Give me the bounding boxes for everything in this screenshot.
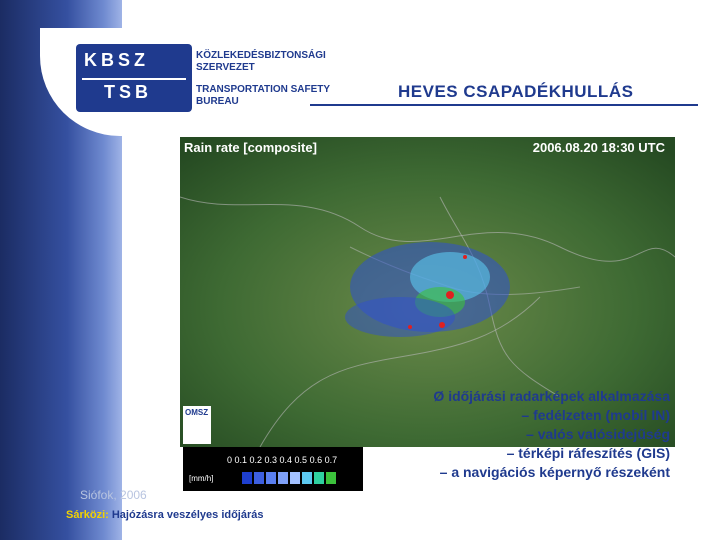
scale-swatch bbox=[265, 471, 277, 485]
map-timestamp: 2006.08.20 18:30 UTC bbox=[532, 140, 665, 155]
logo-top-text: KBSZ bbox=[84, 50, 149, 70]
bullet-list bbox=[433, 387, 670, 482]
bullet-arrow-icon: Ø bbox=[433, 388, 445, 404]
scale-swatch bbox=[325, 471, 337, 485]
caption-author: Sárközi: bbox=[66, 509, 109, 521]
bullet-item: – a navigációs képernyő részeként bbox=[439, 464, 670, 480]
omsz-logo-text: OMSZ bbox=[185, 408, 209, 417]
title-underline bbox=[310, 104, 698, 106]
org-en-line1: TRANSPORTATION SAFETY bbox=[196, 84, 331, 95]
bullet-item: – térképi ráfeszítés (GIS) bbox=[506, 445, 670, 461]
scale-color-bar bbox=[241, 471, 337, 485]
scale-swatch bbox=[241, 471, 253, 485]
scale-swatch bbox=[277, 471, 289, 485]
logo-bottom-text: TSB bbox=[104, 82, 152, 102]
scale-swatch bbox=[301, 471, 313, 485]
slide-caption bbox=[66, 509, 264, 521]
place-year: Siófok, 2006 bbox=[80, 488, 147, 502]
slide-title: HEVES CSAPADÉKHULLÁS bbox=[398, 82, 634, 101]
kbsz-logo bbox=[76, 44, 192, 112]
org-hu-line2: SZERVEZET bbox=[196, 62, 255, 73]
rain-scale-legend bbox=[183, 447, 363, 491]
scale-values: 0 0.1 0.2 0.3 0.4 0.5 0.6 0.7 bbox=[227, 455, 338, 465]
org-hu-line1: KÖZLEKEDÉSBIZTONSÁGI bbox=[196, 50, 326, 61]
scale-swatch bbox=[289, 471, 301, 485]
caption-text: Hajózásra veszélyes időjárás bbox=[108, 509, 264, 521]
org-en-line2: BUREAU bbox=[196, 96, 239, 107]
bullet-item bbox=[433, 387, 670, 406]
bullet-text: időjárási radarképek alkalmazása bbox=[448, 388, 670, 404]
scale-unit: [mm/h] bbox=[189, 474, 214, 483]
bullet-item: – fedélzeten (mobil IN) bbox=[521, 407, 670, 423]
org-name-hungarian bbox=[196, 50, 326, 74]
scale-swatch bbox=[313, 471, 325, 485]
omsz-logo bbox=[183, 406, 211, 444]
bullet-item: – valós valósidejűség bbox=[526, 426, 670, 442]
logo-divider bbox=[82, 78, 186, 80]
scale-swatch bbox=[253, 471, 265, 485]
map-label: Rain rate [composite] bbox=[184, 140, 317, 155]
